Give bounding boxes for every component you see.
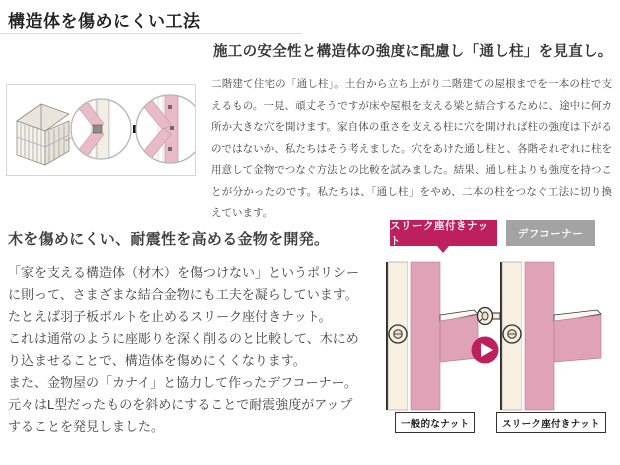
intro-body-text: 二階建て住宅の「通し柱」。土台から立ち上がり二階建ての屋根までを一本の柱で支えるもの。一見、頑丈そうですが床や屋根を支える梁と結合するために、途中に何カ所か大きな穴を開けます。家自体の重さを支える柱に穴を開ければ柱の強度は下がるのではないか、私たちはそう考えました。穴をあけた通し柱と、各階それぞれに柱を用意して金物でつなぐ方法との比較を試みました。結果、通し柱よりも強度を持つことが分かったのです。私たちは、「通し柱」をやめ、二本の柱をつなぐ工法に切り換えています。 [211, 78, 612, 219]
hardware-paragraph: 「家を支える構造体（材木）を傷つけない」というポリシーに則って、さまざまな結合金物にも工夫を凝らしています。 [8, 265, 360, 302]
play-icon[interactable] [472, 337, 499, 364]
hardware-paragraph: たとえば羽子板ボルトを止めるスリーク座付きナット。 [8, 309, 332, 324]
nut-icon [503, 325, 521, 343]
tab-sleek-nut[interactable]: スリーク座付きナット [390, 220, 497, 246]
frame-construction-svg [7, 85, 195, 173]
figure-label-general-nut: 一般的なナット [395, 412, 475, 433]
nut-icon [389, 325, 407, 343]
hardware-paragraph: また、金物屋の「カナイ」と協力して作ったデフコーナー。 [8, 375, 357, 390]
house-frame-icon [17, 104, 69, 165]
hardware-paragraph: これは通常のように座彫りを深く削るのと比較して、木にめり込ませることで、構造体を傷めにくくなります。 [8, 331, 359, 368]
active-tab-pointer [437, 246, 449, 253]
page-title: 構造体を傷めにくい工法 [8, 12, 201, 31]
hardware-heading: 木を傷めにくい、耐震性を高める金物を開発。 [8, 231, 330, 248]
tab-def-corner[interactable]: デフコーナー [506, 220, 595, 246]
post-general-nut [386, 262, 478, 410]
joint-detail-before-circle [71, 96, 131, 162]
title-underline [0, 33, 302, 34]
side-nut-bolt-icon [478, 308, 501, 325]
figure-label-sleek-nut: スリーク座付きナット [496, 412, 606, 433]
post-sleek-nut [500, 262, 601, 410]
intro-heading: 施工の安全性と構造体の強度に配慮し「通し柱」を見直し。 [213, 44, 613, 60]
frame-construction-illustration [6, 84, 196, 176]
joint-detail-after-circle [136, 91, 195, 167]
hardware-paragraph: 元々はL型だったものを斜めにすることで耐震強度がアップすることを発見しました。 [8, 397, 353, 434]
hardware-body-text [8, 262, 364, 438]
